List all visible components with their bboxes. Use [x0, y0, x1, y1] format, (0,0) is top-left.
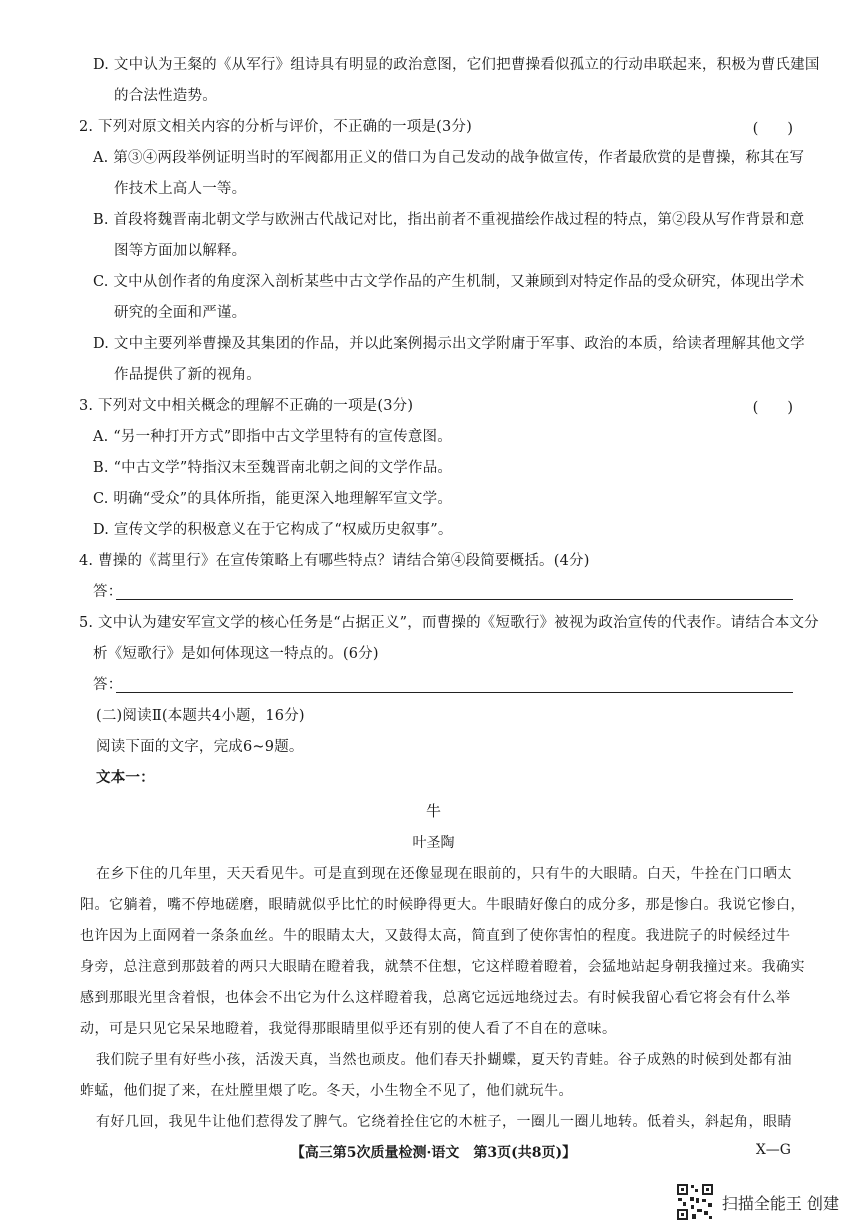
- page-footer: 【高三第5次质量检测·语文 第3页(共8页)】: [290, 1145, 577, 1161]
- paragraph-1-line-6: 动，可是只见它呆呆地瞪着，我觉得那眼睛里似乎还有别的使人看了不自在的意味。: [80, 1021, 617, 1037]
- q2-option-b-line-1: B. 首段将魏晋南北朝文学与欧洲古代战记对比，指出前者不重视描绘作战过程的特点，第②段从写作背景和意: [93, 212, 805, 228]
- q2-option-c-line-1: C. 文中从创作者的角度深入剖析某些中古文学作品的产生机制，又兼顾到对特定作品的受众研究，体现出学术: [93, 274, 805, 290]
- passage-author: 叶圣陶: [412, 835, 455, 851]
- paragraph-1-line-1: 在乡下住的几年里，天天看见牛。可是直到现在还像显现在眼前的，只有牛的大眼睛。白天，牛拴在门口晒太: [96, 866, 792, 882]
- answer-bracket-q3: ( ): [752, 400, 793, 416]
- q3-option-a: A. “另一种打开方式”即指中古文学里特有的宣传意图。: [93, 429, 452, 445]
- scanner-watermark: [676, 1183, 839, 1221]
- q2-option-a-line-1: A. 第③④两段举例证明当时的军阀都用正义的借口为自己发动的战争做宣传，作者最欣赏的是曹操，称其在写: [93, 150, 805, 166]
- q3-option-b: B. “中古文学”特指汉末至魏晋南北朝之间的文学作品。: [93, 460, 453, 476]
- question-3: 3. 下列对文中相关概念的理解不正确的一项是(3分): [79, 398, 414, 414]
- answer-line-q5[interactable]: [116, 691, 793, 693]
- text-one-label: 文本一：: [96, 769, 155, 786]
- answer-bracket-q2: ( ): [752, 121, 793, 137]
- qr-code-icon: [676, 1183, 714, 1221]
- q2-option-b-line-2: 图等方面加以解释。: [114, 243, 247, 259]
- answer-label-q4: 答：: [93, 584, 123, 600]
- instruction: 阅读下面的文字，完成6~9题。: [96, 739, 304, 755]
- question-5-line-2: 析《短歌行》是如何体现这一特点的。(6分): [93, 646, 379, 662]
- q3-option-c: C. 明确“受众”的具体所指，能更深入地理解军宣文学。: [93, 491, 453, 507]
- question-2: 2. 下列对原文相关内容的分析与评价，不正确的一项是(3分): [79, 119, 472, 135]
- q3-option-d: D. 宣传文学的积极意义在于它构成了“权威历史叙事”。: [93, 522, 453, 538]
- scanner-text: 扫描全能王 创建: [721, 1193, 839, 1213]
- section-heading: (二)阅读Ⅱ(本题共4小题，16分): [96, 708, 305, 724]
- q2-option-c-line-2: 研究的全面和严谨。: [114, 305, 247, 321]
- paragraph-2-line-2: 蚱蜢，他们捉了来，在灶膛里煨了吃。冬天，小生物全不见了，他们就玩牛。: [80, 1083, 573, 1099]
- paragraph-2-line-1: 我们院子里有好些小孩，活泼天真，当然也顽皮。他们春天扑蝴蝶，夏天钓青蛙。谷子成熟的时候到处都有油: [96, 1052, 792, 1068]
- option-d-line-2: 的合法性造势。: [114, 88, 217, 104]
- passage-title: 牛: [425, 802, 441, 820]
- paragraph-1-line-5: 感到那眼光里含着恨，也体会不出它为什么这样瞪着我，总离它远远地绕过去。有时候我留心看它将会有什么举: [80, 990, 791, 1006]
- question-4: 4. 曹操的《蒿里行》在宣传策略上有哪些特点？请结合第④段简要概括。(4分): [79, 553, 590, 569]
- paragraph-1-line-2: 阳。它躺着，嘴不停地磋磨，眼睛就似乎比忙的时候睁得更大。牛眼睛好像白的成分多，那是惨白。我说它惨白，: [80, 897, 805, 913]
- q2-option-d-line-1: D. 文中主要列举曹操及其集团的作品，并以此案例揭示出文学附庸于军事、政治的本质，给读者理解其他文学: [93, 336, 805, 352]
- answer-line-q4[interactable]: [116, 598, 793, 600]
- paragraph-1-line-4: 身旁，总注意到那鼓着的两只大眼睛在瞪着我，就禁不住想，它这样瞪着瞪着，会猛地站起身朝我撞过来。我确实: [80, 959, 805, 975]
- paragraph-1-line-3: 也许因为上面网着一条条血丝。牛的眼睛太大，又鼓得太高，简直到了使你害怕的程度。我进院子的时候经过牛: [80, 928, 791, 944]
- question-5-line-1: 5. 文中认为建安军宣文学的核心任务是“占据正义”，而曹操的《短歌行》被视为政治宣传的代表作。请结合本文分: [79, 615, 819, 631]
- answer-label-q5: 答：: [93, 677, 123, 693]
- paper-code: X—G: [755, 1142, 791, 1158]
- option-d-line-1: D. 文中认为王粲的《从军行》组诗具有明显的政治意图，它们把曹操看似孤立的行动串联起来，积极为曹氏建国: [93, 57, 820, 73]
- q2-option-a-line-2: 作技术上高人一等。: [114, 181, 247, 197]
- q2-option-d-line-2: 作品提供了新的视角。: [114, 367, 261, 383]
- paragraph-3-line-1: 有好几回，我见牛让他们惹得发了脾气。它绕着拴住它的木桩子，一圈儿一圈儿地转。低着头，斜起角，眼睛: [96, 1114, 792, 1130]
